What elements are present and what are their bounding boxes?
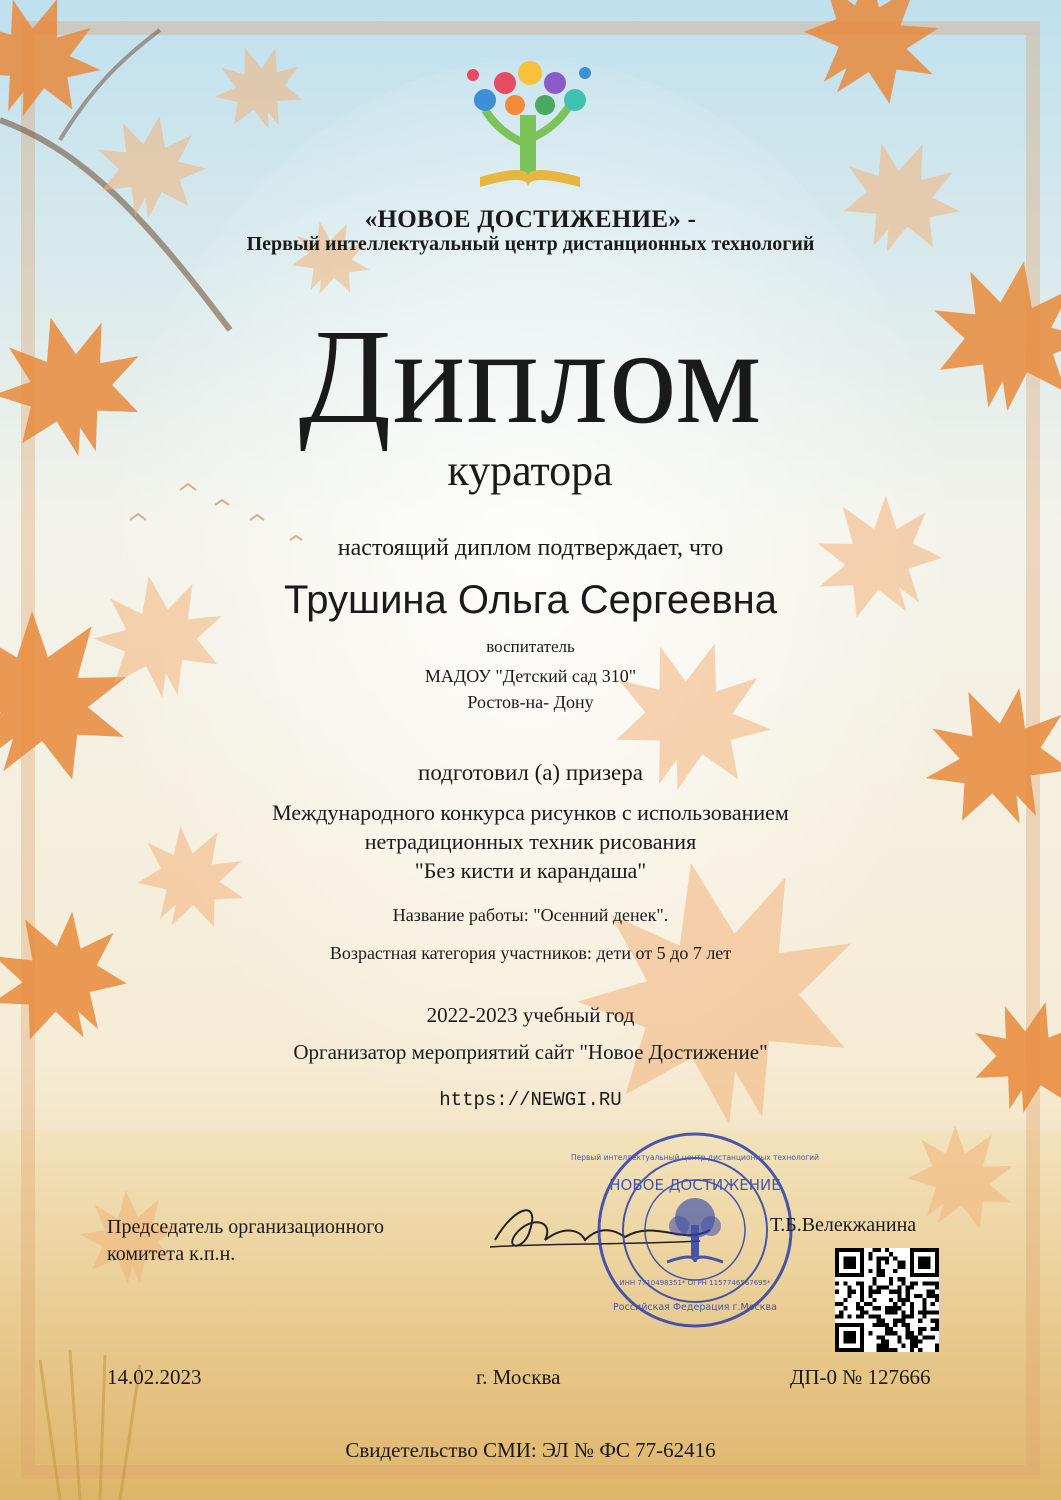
- school-year: 2022-2023 учебный год: [426, 1003, 635, 1027]
- work-title: Название работы: "Осенний денек".: [392, 905, 669, 925]
- recipient-organization: МАДОУ "Детский сад 310": [424, 666, 637, 686]
- chair-line-2: комитета к.п.н.: [107, 1243, 236, 1265]
- qr-code[interactable]: [835, 1248, 939, 1352]
- confirm-text: настоящий диплом подтверждает, что: [337, 535, 724, 561]
- age-category: Возрастная категория участников: дети от 5 до 7 лет: [329, 943, 732, 963]
- recipient-city: Ростов-на- Дону: [467, 692, 594, 712]
- contest-line-2: нетрадиционных техник рисования: [364, 829, 697, 854]
- organizer: Организатор мероприятий сайт "Новое Достижение": [293, 1040, 768, 1064]
- diploma-title: Диплом: [298, 302, 763, 452]
- stamp-inn-text: ИНН 7710498351* ОГРН 1157746567695*: [619, 1279, 771, 1287]
- stamp-bottom-text: Российская Федерация г.Москва: [613, 1302, 777, 1313]
- prepared-text: подготовил (а) призера: [418, 760, 643, 785]
- diploma-subtitle: куратора: [447, 446, 613, 495]
- org-subtitle: Первый интеллектуальный центр дистанционных технологий: [246, 233, 815, 255]
- issue-date: 14.02.2023: [107, 1365, 202, 1389]
- tree-book-logo-icon: [455, 55, 605, 200]
- signer-name: Т.Б.Велекжанина: [770, 1214, 917, 1236]
- media-certificate: Свидетельство СМИ: ЭЛ № ФС 77-62416: [345, 1438, 716, 1462]
- recipient-role: воспитатель: [486, 637, 575, 656]
- website-link[interactable]: https://NEWGI.RU: [439, 1089, 622, 1111]
- stamp-outer-text: Первый интеллектуальный центр дистанционных технологий: [570, 1153, 820, 1162]
- contest-line-3: "Без кисти и карандаша": [414, 858, 647, 883]
- org-title: «НОВОЕ ДОСТИЖЕНИЕ» -: [364, 206, 697, 233]
- issue-place: г. Москва: [476, 1365, 561, 1389]
- chair-title: [107, 1214, 467, 1268]
- stamp-center-text: НОВОЕ ДОСТИЖЕНИЕ: [609, 1176, 781, 1194]
- contest-line-1: Международного конкурса рисунков с использованием: [272, 800, 789, 825]
- document-number: ДП-0 № 127666: [790, 1365, 931, 1389]
- recipient-name: Трушина Ольга Сергеевна: [284, 578, 777, 622]
- chair-line-1: Председатель организационного: [107, 1216, 385, 1238]
- official-stamp: [570, 1130, 820, 1330]
